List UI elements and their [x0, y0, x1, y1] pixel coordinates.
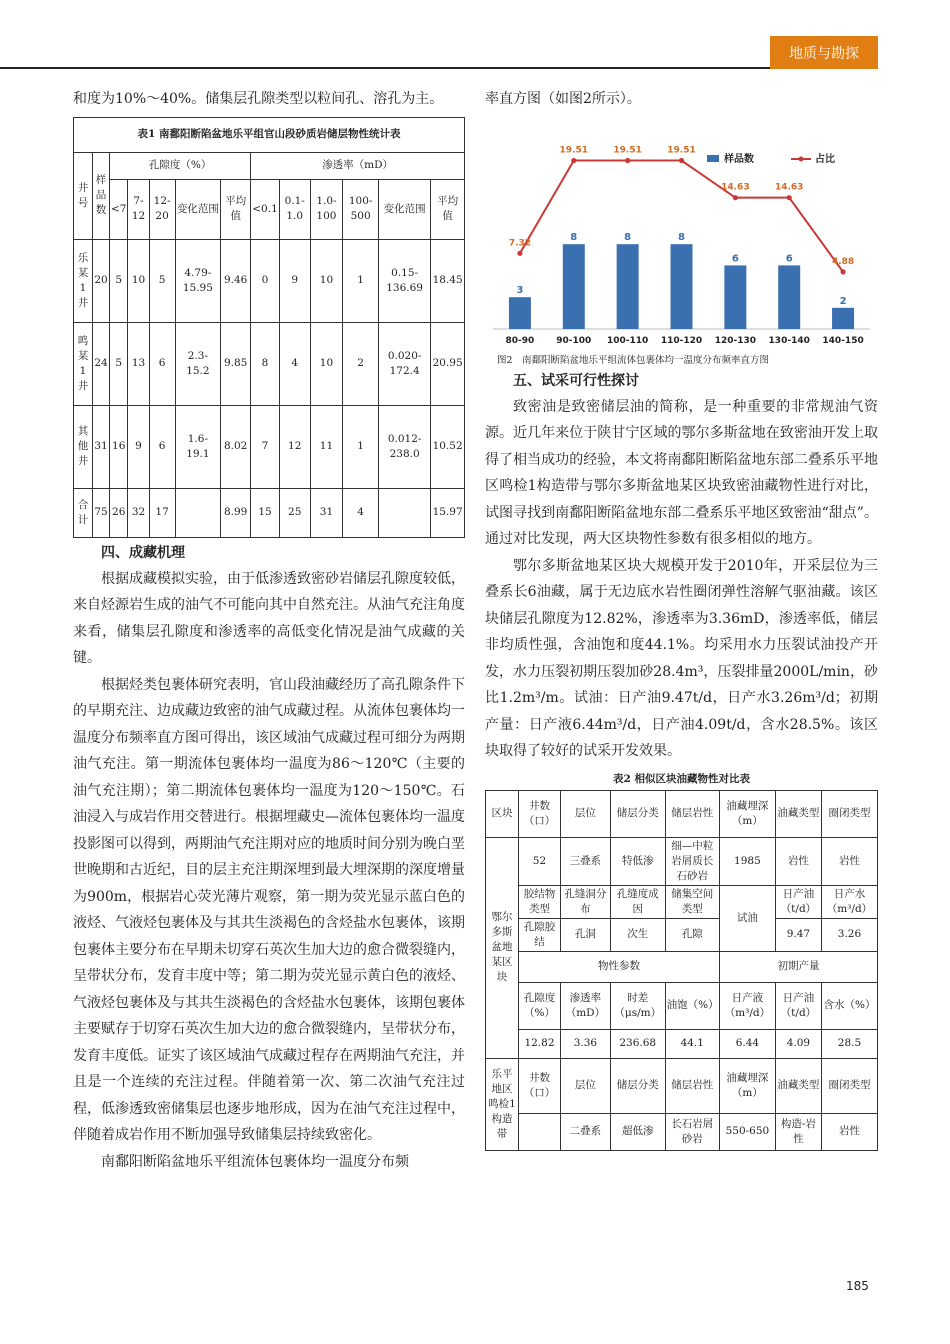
bar-label: 8 [624, 231, 632, 243]
t2-cell: 日产油（t/d） [775, 982, 821, 1029]
left-intro-text: 和度为10%～40%。储集层孔隙类型以粒间孔、溶孔为主。 [73, 91, 444, 107]
t2-cell: 试油 [719, 885, 775, 951]
table-row [486, 982, 878, 1029]
t2-cell: 岩性 [775, 837, 821, 885]
t2-cell: 236.68 [610, 1029, 665, 1058]
t2-cell: 储层分类 [610, 1058, 665, 1113]
x-tick-label: 120-130 [714, 335, 757, 345]
t1-cell-prange: 4.79-15.95 [175, 239, 220, 322]
t2-cell: 胶结物类型 [519, 885, 561, 918]
t2-cell: 28.5 [821, 1029, 877, 1058]
t1-h-perm-col: <0.1 [251, 179, 280, 239]
left-para-3: 南鄱阳断陷盆地乐平组流体包裹体均一温度分布频 [101, 1153, 409, 1170]
t1-h-por-col: 7-12 [128, 179, 149, 239]
t1-cell-k2: 25 [279, 488, 310, 537]
t1-well: 乐某1井 [74, 239, 93, 322]
bar-label: 6 [731, 252, 739, 264]
x-tick-label: 110-120 [660, 335, 703, 345]
t1-h-perm-col: 平均值 [431, 179, 465, 239]
t2-cell: 圈闭类型 [821, 1058, 877, 1113]
table-1 [73, 117, 465, 538]
line-label: 14.63 [774, 182, 804, 193]
line-label: 19.51 [613, 145, 642, 156]
t2-cell: 渗透率（mD） [560, 982, 610, 1029]
figure-2 [485, 113, 878, 366]
t1-cell-prange [175, 488, 220, 537]
line-label: 4.88 [831, 256, 855, 267]
t1-cell-k2: 9 [279, 239, 310, 322]
legend-line-label: 占比 [815, 153, 835, 165]
right-para-1: 致密油是致密储层油的简称，是一种重要的非常规油气资源。近几年来位于陕甘宁区域的鄂尔多斯盆地在致密油开发上取得了相当成功的经验，本文将南鄱阳断陷盆地东部二叠系乐平地区鸣检1构造带与鄂尔多斯盆地某区块致密油藏物性进行对比，试图寻找到南鄱阳断陷盆地东部二叠系乐平地区致密油“甜点”。通过对比发现，两大区块物性参数有很多相似的地方。 [485, 398, 878, 547]
t2-cell: 1985 [719, 837, 775, 885]
t1-h-por-col: 12-20 [149, 179, 175, 239]
t1-cell-kavg: 15.97 [431, 488, 465, 537]
t1-cell-p3: 6 [149, 405, 175, 488]
figure-2-caption: 图2 南鄱阳断陷盆地乐平组流体包裹体均一温度分布频率直方图 [497, 354, 770, 366]
t2-header: 层位 [560, 790, 610, 837]
t1-h-perm: 渗透率（mD） [251, 152, 465, 179]
t1-well: 其他井 [74, 405, 93, 488]
t1-cell-prange: 2.3-15.2 [175, 322, 220, 405]
line-point [840, 269, 845, 274]
bar-label: 3 [516, 284, 524, 296]
section-header: 地质与勘探 [770, 36, 878, 69]
bar [509, 297, 531, 329]
line-point [625, 157, 630, 162]
t2-cell: 岩性 [821, 1113, 877, 1150]
t2-header: 储层岩性 [665, 790, 719, 837]
bar-label: 8 [678, 231, 685, 243]
t2-cell: 9.47 [775, 918, 821, 951]
t2-cell: 孔缝洞分布 [560, 885, 610, 918]
t1-h-perm-col: 1.0-100 [310, 179, 343, 239]
t1-cell-kavg: 10.52 [431, 405, 465, 488]
t1-well: 合计 [74, 488, 93, 537]
t1-cell-p2: 13 [128, 322, 149, 405]
table-row [74, 239, 465, 322]
legend-bar-label: 样品数 [724, 153, 754, 165]
t1-cell-p2: 9 [128, 405, 149, 488]
page-number: 185 [846, 1279, 869, 1293]
t1-h-samples: 样品数 [93, 152, 110, 239]
table-2 [485, 790, 878, 1151]
t1-cell-n: 75 [93, 488, 110, 537]
line-point [571, 157, 576, 162]
t1-well: 鸣某1井 [74, 322, 93, 405]
t2-cell: 储集空间类型 [665, 885, 719, 918]
t1-h-perm-col: 变化范围 [379, 179, 431, 239]
t2-cell: 层位 [560, 1058, 610, 1113]
table-row [486, 837, 878, 885]
t2-cell: 油藏类型 [775, 1058, 821, 1113]
bar [671, 244, 693, 329]
t2-header: 区块 [486, 790, 519, 837]
t2-cell: 日产液（m³/d） [719, 982, 775, 1029]
bar [778, 265, 800, 329]
bar-label: 6 [785, 252, 793, 264]
table-row [486, 951, 878, 982]
table-row [486, 1113, 878, 1150]
t1-cell-k4: 1 [343, 239, 379, 322]
t1-cell-kavg: 20.95 [431, 322, 465, 405]
section-4-title: 四、成藏机理 [101, 544, 185, 561]
t1-cell-k3: 31 [310, 488, 343, 537]
legend-line-marker [799, 156, 804, 161]
t1-cell-pavg: 8.02 [221, 405, 251, 488]
t1-h-porosity: 孔隙度（%） [110, 152, 251, 179]
t2-cell: 储层岩性 [665, 1058, 719, 1113]
t2-cell: 孔洞 [560, 918, 610, 951]
x-tick-label: 100-110 [606, 335, 649, 345]
t1-cell-k1: 7 [251, 405, 280, 488]
left-para-1: 根据成藏模拟实验，由于低渗透致密砂岩储层孔隙度较低，来自烃源岩生成的油气不可能向其中自然充注。从油气充注角度来看，储集层孔隙度和渗透率的高低变化情况是油气成藏的关键。 [73, 570, 465, 666]
table-2-caption: 表2 相似区块油藏物性对比表 [613, 772, 750, 785]
t2-header: 储层分类 [610, 790, 665, 837]
t2-cell: 超低渗 [610, 1113, 665, 1150]
t2-cell: 孔隙 [665, 918, 719, 951]
t2-cell: 特低渗 [610, 837, 665, 885]
t1-cell-k4: 1 [343, 405, 379, 488]
line-point [517, 250, 522, 255]
t2-cell: 油饱（%） [665, 982, 719, 1029]
t2-cell: 油藏埋深（m） [719, 1058, 775, 1113]
line-label: 19.51 [559, 145, 589, 156]
line-point [787, 195, 792, 200]
t2-cell: 初期产量 [719, 951, 877, 982]
t1-cell-kavg: 18.45 [431, 239, 465, 322]
t2-header: 油藏埋深（m） [719, 790, 775, 837]
t1-cell-pavg: 8.99 [221, 488, 251, 537]
t1-cell-n: 24 [93, 322, 110, 405]
table-row [486, 790, 878, 837]
t2-cell: 日产油（t/d） [775, 885, 821, 918]
t2-cell: 12.82 [519, 1029, 561, 1058]
table-row [74, 488, 465, 537]
t2-block-name: 鄂尔多斯盆地某区块 [486, 837, 519, 1058]
t1-cell-p2: 10 [128, 239, 149, 322]
t2-cell: 孔缝度成因 [610, 885, 665, 918]
x-tick-label: 130-140 [768, 335, 810, 345]
t1-cell-k2: 4 [279, 322, 310, 405]
t1-cell-k1: 15 [251, 488, 280, 537]
t1-cell-p3: 17 [149, 488, 175, 537]
table-row [74, 322, 465, 405]
t1-h-por-col: 变化范围 [175, 179, 220, 239]
t1-cell-k1: 8 [251, 322, 280, 405]
t2-cell: 井数（口） [519, 1058, 561, 1113]
line-label: 14.63 [721, 182, 750, 193]
t1-cell-krange [379, 488, 431, 537]
table-1-caption: 表1 南鄱阳断陷盆地乐平组官山段砂质岩储层物性统计表 [74, 117, 465, 152]
t1-cell-k2: 12 [279, 405, 310, 488]
t2-cell: 二叠系 [560, 1113, 610, 1150]
t2-header: 井数（口） [519, 790, 561, 837]
t2-block-name: 乐平地区鸣检1构造带 [486, 1058, 519, 1150]
table-row [74, 405, 465, 488]
t2-cell: 物性参数 [519, 951, 720, 982]
section-5-title: 五、试采可行性探讨 [513, 372, 639, 389]
line-point [733, 195, 738, 200]
t2-cell: 时差（μs/m） [610, 982, 665, 1029]
t1-cell-krange: 0.15-136.69 [379, 239, 431, 322]
t1-h-por-col: <7 [110, 179, 128, 239]
table-row [486, 1058, 878, 1113]
t1-cell-n: 31 [93, 405, 110, 488]
line-label: 7.32 [508, 237, 532, 248]
t2-header: 油藏类型 [775, 790, 821, 837]
left-para-2: 根据烃类包裹体研究表明，官山段油藏经历了高孔隙条件下的早期充注、边成藏边致密的油气成藏过程。从流体包裹体均一温度分布频率直方图可得出，该区域油气成藏过程可细分为两期油气充注。第一期流体包裹体均一温度为86～120℃（主要的油气充注期）；第二期流体包裹体均一温度为120～150℃。石油浸入与成岩作用交替进行。根据埋藏史—流体包裹体均一温度投影图可以得到，两期油气充注期对应的地质时间分别为晚白垩世晚期和古近纪，目的层主充注期深埋到最大埋深期的深度增量为900m，根据岩心荧光薄片观察，第一期为荧光显示蓝白色的液烃、气液烃包裹体及与其共生淡褐色的含烃盐水包裹体，该期包裹体主要分布在早期未切穿石英次生加大边的愈合微裂缝内，呈带状分布，发育丰度中等；第二期为荧光显示黄白色的液烃、气液烃包裹体及与其共生淡褐色的含烃盐水包裹体，该期包裹体主要赋存于切穿石英次生加大边的愈合微裂缝内，呈带状分布，发育丰度低。证实了该区域油气成藏过程存在两期油气充注，并且是一个连续的充注过程。伴随着第一次、第二次油气充注过程，低渗透致密储集层也逐步地形成，因为在油气充注过程中，伴随着成岩作用不断加强导致储集层持续致密化。 [73, 676, 465, 1143]
t2-header: 圈闭类型 [821, 790, 877, 837]
t2-cell: 三叠系 [560, 837, 610, 885]
t1-cell-p2: 32 [128, 488, 149, 537]
t2-cell: 长石岩屑砂岩 [665, 1113, 719, 1150]
header-rule [0, 67, 870, 69]
table-row [486, 918, 878, 951]
t1-cell-k4: 4 [343, 488, 379, 537]
t1-cell-krange: 0.012-238.0 [379, 405, 431, 488]
t2-cell: 细—中粒岩屑质长石砂岩 [665, 837, 719, 885]
bar-label: 8 [570, 231, 578, 243]
t2-cell: 孔隙度（%） [519, 982, 561, 1029]
t2-cell: 3.36 [560, 1029, 610, 1058]
frequency-histogram [485, 113, 878, 345]
t2-cell: 孔隙胶结 [519, 918, 561, 951]
right-para-2: 鄂尔多斯盆地某区块大规模开发于2010年，开采层位为三叠系长6油藏，属于无边底水岩性圈闭弹性溶解气驱油藏。该区块储层孔隙度为12.82%，渗透率为3.36mD，渗透率低，储层非均质性强，含油饱和度44.1%。均采用水力压裂试油投产开发，水力压裂初期压裂加砂28.4m³，压裂排量2000L/min，砂比1.2m³/m。试油：日产油9.47t/d，日产水3.26m³/d；初期产量：日产液6.44m³/d，日产油4.09t/d，含水28.5%。该区块取得了较好的试采开发效果。 [485, 557, 878, 759]
t2-cell: 550-650 [719, 1113, 775, 1150]
t2-cell: 次生 [610, 918, 665, 951]
line-point [679, 157, 684, 162]
t1-cell-p1: 16 [110, 405, 128, 488]
t1-cell-k3: 11 [310, 405, 343, 488]
t1-cell-k4: 2 [343, 322, 379, 405]
right-intro-text: 率直方图（如图2所示）。 [485, 91, 641, 107]
t1-cell-p3: 6 [149, 322, 175, 405]
t1-cell-p1: 26 [110, 488, 128, 537]
t1-h-por-col: 平均值 [221, 179, 251, 239]
t1-cell-p3: 5 [149, 239, 175, 322]
t2-cell: 4.09 [775, 1029, 821, 1058]
t1-cell-pavg: 9.85 [221, 322, 251, 405]
t1-cell-krange: 0.020-172.4 [379, 322, 431, 405]
x-tick-label: 140-150 [822, 335, 864, 345]
t1-cell-pavg: 9.46 [221, 239, 251, 322]
x-tick-label: 90-100 [556, 335, 592, 345]
legend-bar-swatch [707, 155, 719, 162]
left-column [73, 86, 465, 1175]
t2-cell: 3.26 [821, 918, 877, 951]
bar [724, 265, 746, 329]
t1-cell-p1: 5 [110, 239, 128, 322]
bar [617, 244, 639, 329]
t1-h-perm-col: 100-500 [343, 179, 379, 239]
bar-label: 2 [839, 295, 847, 307]
t2-cell: 6.44 [719, 1029, 775, 1058]
bar [563, 244, 585, 329]
t2-cell: 52 [519, 837, 561, 885]
t2-cell: 含水（%） [821, 982, 877, 1029]
t2-cell: 构造-岩性 [775, 1113, 821, 1150]
t1-h-perm-col: 0.1-1.0 [279, 179, 310, 239]
t2-cell: 岩性 [821, 837, 877, 885]
t1-cell-k3: 10 [310, 322, 343, 405]
t1-h-well: 井号 [74, 152, 93, 239]
t2-cell: 日产水（m³/d） [821, 885, 877, 918]
right-column [485, 86, 878, 1151]
t1-cell-n: 20 [93, 239, 110, 322]
t2-cell: 44.1 [665, 1029, 719, 1058]
x-tick-label: 80-90 [505, 335, 535, 345]
t1-cell-k1: 0 [251, 239, 280, 322]
t1-cell-k3: 10 [310, 239, 343, 322]
line-label: 19.51 [667, 145, 696, 156]
table-row [486, 885, 878, 918]
t2-cell [519, 1113, 561, 1150]
table-row [486, 1029, 878, 1058]
bar [832, 307, 854, 328]
t1-cell-prange: 1.6-19.1 [175, 405, 220, 488]
t1-cell-p1: 5 [110, 322, 128, 405]
